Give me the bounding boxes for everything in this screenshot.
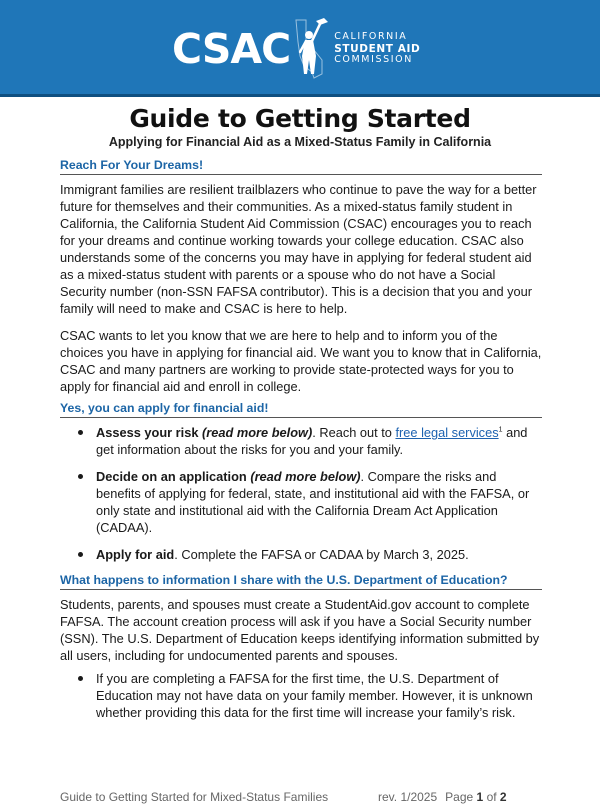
page-subtitle: Applying for Financial Aid as a Mixed-Status Family in California — [108, 135, 492, 149]
step-decide-label: Decide on an application — [96, 469, 247, 484]
page-footer — [60, 790, 542, 804]
list-item — [60, 546, 542, 563]
section-heading-information: What happens to information I share with the U.S. Department of Education? — [60, 573, 542, 590]
paragraph-studentaid: Students, parents, and spouses must create a StudentAid.gov account to complete FAFSA. The account creation process will ask if you have a Social Security number (SSN). The U.S. Department of Education keeps identifying information submitted by all users, including for undocumented parents and spouses. — [60, 597, 540, 663]
step-text: . Compare the risks and benefits of applying for federal, state, and institutional aid with the FAFSA, or only state and institutional aid with the California Dream Act Application (CADAA). — [96, 469, 530, 535]
logo-wordmark: CSAC — [172, 24, 291, 73]
bullet-icon — [78, 430, 83, 435]
section-heading-apply: Yes, you can apply for financial aid! — [60, 401, 542, 418]
document-body — [60, 158, 542, 731]
paragraph-help: CSAC wants to let you know that we are here to help and to inform you of the choices you have in applying for financial aid. We want you to know that in California, CSAC and many partners are working to provide state-protected ways for you to apply for financial aid and enroll in college. — [60, 328, 542, 394]
section-heading-reach: Reach For Your Dreams! — [60, 158, 542, 175]
read-more-note: (read more below) — [250, 469, 361, 484]
logo-line-student-aid: STUDENT AID — [334, 42, 421, 55]
step-apply-label: Apply for aid — [96, 547, 175, 562]
list-item — [60, 670, 542, 721]
logo-line-commission: COMMISSION — [334, 54, 413, 66]
list-item — [60, 468, 542, 536]
step-assess-label: Assess your risk — [96, 425, 199, 440]
info-list — [60, 670, 542, 721]
footer-title: Guide to Getting Started for Mixed-Status Families — [60, 790, 329, 804]
footer-revision: rev. 1/2025 — [378, 790, 438, 804]
csac-logo[interactable] — [172, 14, 420, 84]
read-more-note: (read more below) — [202, 425, 313, 440]
graduate-figure-icon — [292, 16, 328, 82]
bullet-icon — [78, 474, 83, 479]
paragraph-intro: Immigrant families are resilient trailblazers who continue to pave the way for a better future for themselves and their communities. As a mixed-status family student in California, the California Student Aid Commission (CSAC) encourages you to reach for your dreams and continue working towards your college education. CSAC also understands some of the concerns you may have in applying for federal student aid as a mixed-status student with parents or a spouse who do not have a Social Security number (non-SSN FAFSA contributor). This is a decision that you and your family will need to make and CSAC is here to help. — [60, 182, 537, 316]
logo-line-california: CALIFORNIA — [334, 31, 408, 43]
step-text: . Complete the FAFSA or CADAA by March 3, 2025. — [174, 547, 469, 562]
bullet-icon — [78, 552, 83, 557]
step-text: . Reach out to — [312, 425, 396, 440]
step-text: and get information about the risks for you and your family. — [96, 425, 528, 457]
free-legal-services-link[interactable]: free legal services — [395, 425, 499, 440]
info-text: If you are completing a FAFSA for the first time, the U.S. Department of Education may not have data on your family member. However, it is unknown whether providing this data for the first time will increase your family’s risk. — [96, 671, 533, 720]
footnote-ref: 1 — [498, 426, 503, 434]
steps-list — [60, 424, 542, 563]
bullet-icon — [78, 676, 83, 681]
logo-subtitle — [334, 32, 420, 66]
header-banner — [0, 0, 600, 97]
page-indicator: Page 1 of 2 — [445, 790, 507, 804]
page-title: Guide to Getting Started — [129, 104, 471, 133]
list-item — [60, 424, 542, 458]
